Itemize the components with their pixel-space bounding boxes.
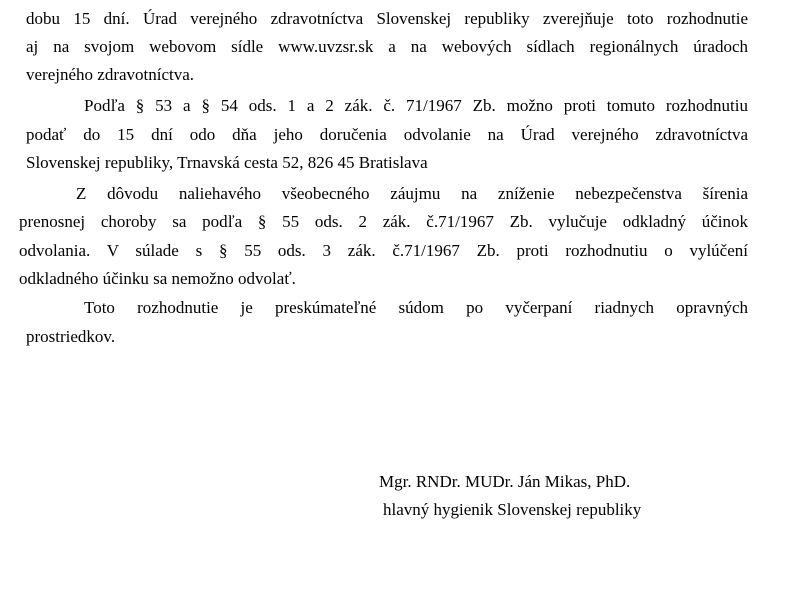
signature-name: Mgr. RNDr. MUDr. Ján Mikas, PhD.: [379, 472, 631, 491]
paragraph-3-line-1: Z dôvodu naliehavého všeobecného záujmu na zníženie nebezpečenstva šírenia: [76, 184, 748, 203]
paragraph-3-line-2: prenosnej choroby sa podľa § 55 ods. 2 zák. č.71/1967 Zb. vylučuje odkladný účinok: [19, 212, 748, 231]
paragraph-1-line-2: aj na svojom webovom sídle www.uvzsr.sk a na webových sídlach regionálnych úradoch: [26, 37, 748, 56]
paragraph-2-line-2: podať do 15 dní odo dňa jeho doručenia odvolanie na Úrad verejného zdravotníctva: [26, 125, 748, 144]
paragraph-2-line-3: Slovenskej republiky, Trnavská cesta 52, 826 45 Bratislava: [26, 153, 428, 172]
paragraph-3-line-3: odvolania. V súlade s § 55 ods. 3 zák. č.71/1967 Zb. proti rozhodnutiu o vylúčení: [19, 241, 748, 260]
paragraph-2-line-1: Podľa § 53 a § 54 ods. 1 a 2 zák. č. 71/1967 Zb. možno proti tomuto rozhodnutiu: [84, 96, 748, 115]
paragraph-4-line-1: Toto rozhodnutie je preskúmateľné súdom po vyčerpaní riadnych opravných: [84, 298, 748, 317]
paragraph-3-line-4: odkladného účinku sa nemožno odvolať.: [19, 269, 296, 288]
paragraph-1-line-3: verejného zdravotníctva.: [26, 65, 195, 84]
signature-title: hlavný hygienik Slovenskej republiky: [383, 500, 642, 519]
paragraph-1-line-1: dobu 15 dní. Úrad verejného zdravotníctva Slovenskej republiky zverejňuje toto rozhodnutie: [26, 9, 748, 28]
paragraph-4-line-2: prostriedkov.: [26, 327, 116, 346]
